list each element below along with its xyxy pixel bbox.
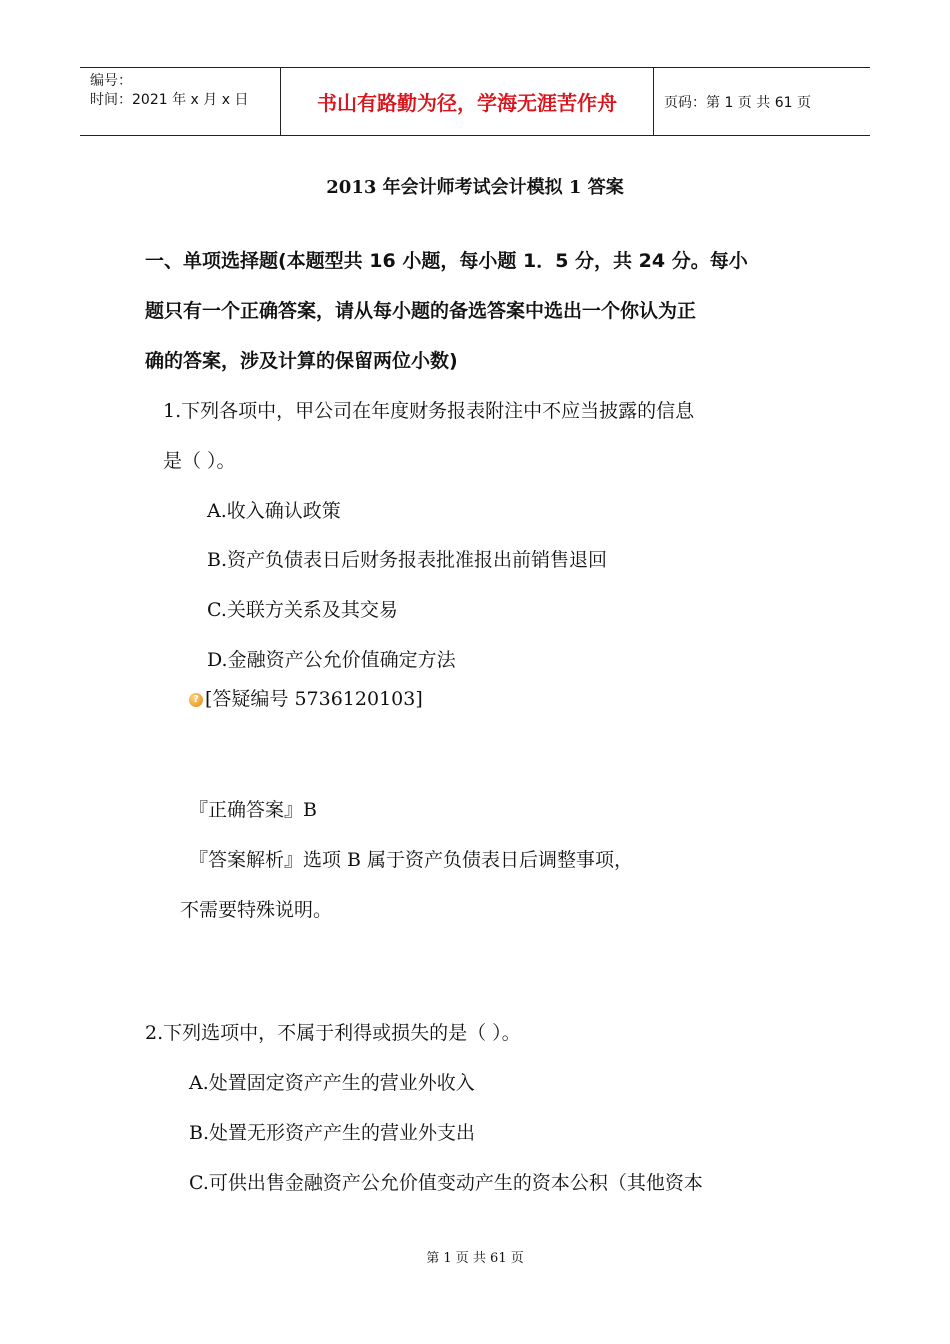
section-heading-line-2: 题只有一个正确答案，请从每小题的备选答案中选出一个你认为正 (145, 300, 697, 322)
section-heading-line-3: 确的答案，涉及计算的保留两位小数) (145, 350, 458, 372)
q1-analysis-line-2: 不需要特殊说明。 (180, 899, 333, 921)
document-title: 2013 年会计师考试会计模拟 1 答案 (326, 177, 624, 198)
q2-option-b: B.处置无形资产产生的营业外支出 (189, 1122, 476, 1144)
q1-stem-line-2: 是（ ）。 (163, 450, 236, 472)
q1-stem-line-1: 1.下列各项中，甲公司在年度财务报表附注中不应当披露的信息 (163, 400, 695, 422)
header-motto: 书山有路勤为径，学海无涯苦作舟 (281, 68, 654, 135)
time-label: 时间：2021 年 x 月 x 日 (90, 92, 249, 108)
page-footer: 第 1 页 共 61 页 (426, 1251, 524, 1266)
number-label: 编号： (90, 73, 132, 89)
q1-option-c: C.关联方关系及其交易 (207, 599, 398, 621)
q1-query-id-text: [答疑编号 5736120103] (205, 688, 423, 710)
q1-answer: 『正确答案』B (189, 799, 317, 821)
q1-option-b: B.资产负债表日后财务报表批准报出前销售退回 (207, 549, 608, 571)
q1-option-d: D.金融资产公允价值确定方法 (207, 649, 456, 671)
header-meta (80, 68, 281, 135)
section-heading-line-1: 一、单项选择题(本题型共 16 小题，每小题 1．5 分，共 24 分。每小 (145, 250, 748, 272)
q1-option-a: A.收入确认政策 (207, 500, 341, 522)
q2-option-a: A.处置固定资产产生的营业外收入 (189, 1072, 475, 1094)
q2-option-c: C.可供出售金融资产公允价值变动产生的资本公积（其他资本 (189, 1172, 703, 1194)
q1-query-id[interactable] (189, 684, 423, 711)
q2-stem: 2.下列选项中，不属于利得或损失的是（ ）。 (145, 1022, 521, 1044)
page-header (80, 67, 870, 136)
question-icon: ? (189, 693, 203, 707)
q1-analysis-line-1: 『答案解析』选项 B 属于资产负债表日后调整事项， (189, 849, 634, 871)
header-page-info: 页码：第 1 页 共 61 页 (664, 94, 811, 111)
